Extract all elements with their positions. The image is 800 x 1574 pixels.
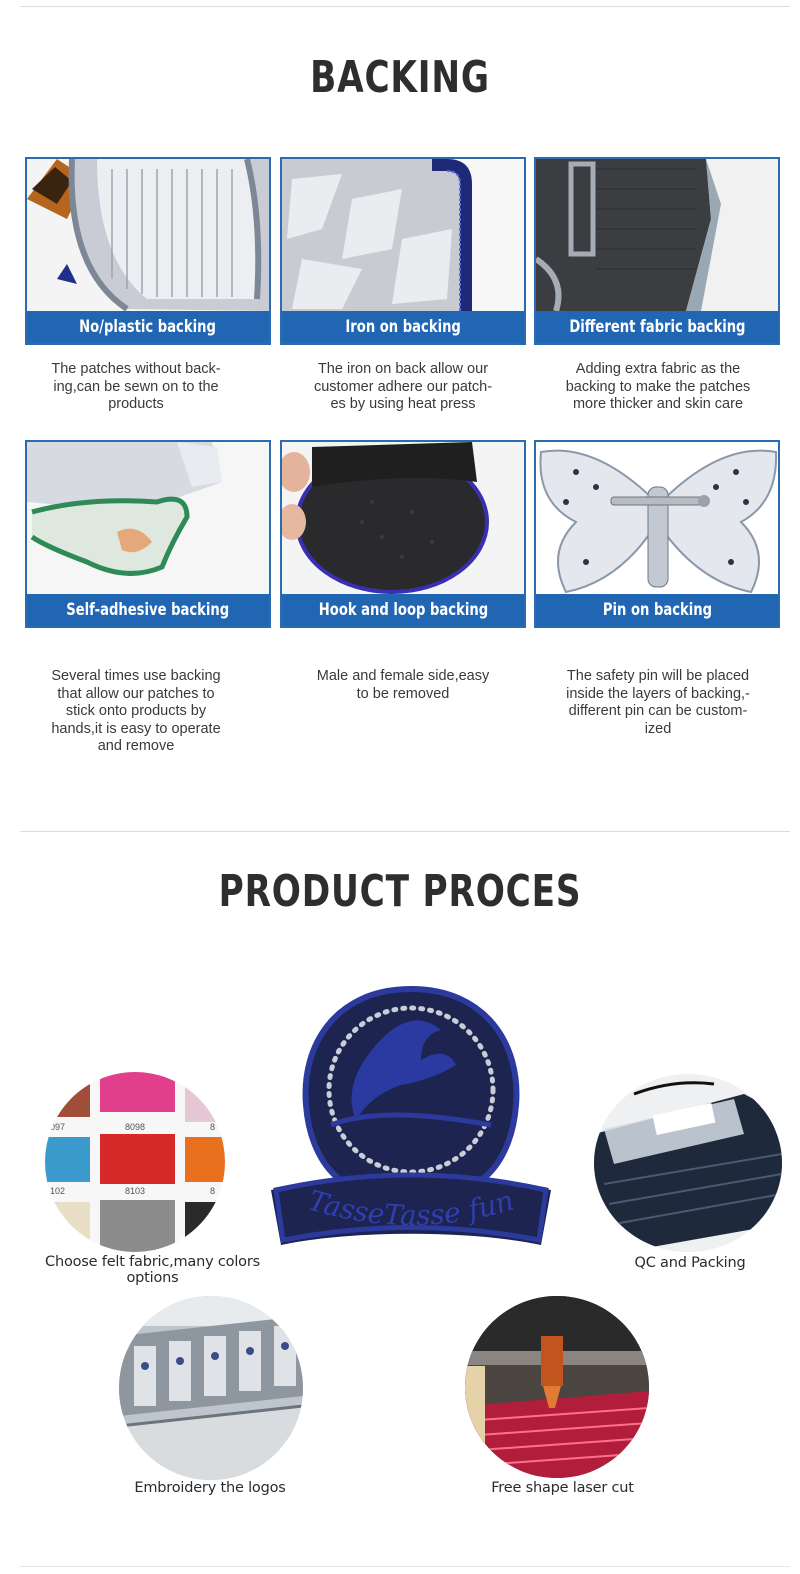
card-label: Self-adhesive backing [27,594,269,626]
iron-on-backing-photo [282,159,524,311]
card-label: Hook and loop backing [282,594,524,626]
patch-center-image [271,985,551,1270]
process-title: PRODUCT PROCES [218,866,582,917]
felt-code: 8098 [125,1122,146,1132]
card-pin-on-backing [534,440,780,628]
card-label: No/plastic backing [27,311,269,343]
card-iron-on-backing [280,157,526,345]
patch-text: TasseTasse fun [304,1183,518,1233]
felt-code: 102 [50,1186,66,1196]
step-caption-qc: QC and Packing [634,1255,746,1271]
pin-on-backing-photo [536,442,778,594]
card-label: Pin on backing [536,594,778,626]
step-caption-felt: Choose felt fabric,many colors options [45,1254,260,1286]
card-no-plastic-backing [25,157,271,345]
self-adhesive-backing-photo [27,442,269,594]
top-divider [20,6,790,7]
card-hook-and-loop-backing [280,440,526,628]
step-caption-laser: Free shape laser cut [491,1480,634,1496]
backing-title: BACKING [310,52,490,103]
embroidery-machine-photo [119,1296,303,1480]
laser-cut-photo [465,1296,649,1478]
card-description: The iron on back allow our customer adhere our patch- es by using heat press [313,361,493,412]
card-description: The patches without back- ing,can be sewn on to the products [51,361,221,412]
hook-and-loop-backing-photo [282,442,524,594]
card-label: Different fabric backing [536,311,778,343]
qc-packing-photo [594,1074,782,1252]
section-divider [20,831,790,832]
card-description: Male and female side,easy to be removed [316,668,490,702]
card-self-adhesive-backing [25,440,271,628]
felt-fabric-photo [45,1072,225,1252]
card-description: Adding extra fabric as the backing to make the patches more thicker and skin care [565,361,751,412]
felt-code: 8103 [125,1186,146,1196]
felt-code: 8 [210,1186,216,1196]
felt-code: 8 [210,1122,216,1132]
different-fabric-backing-photo [536,159,778,311]
step-caption-embroidery: Embroidery the logos [134,1480,286,1496]
bottom-divider [20,1566,790,1567]
card-description: The safety pin will be placed inside the layers of backing,- different pin can be custom- ized [566,668,750,737]
card-label: Iron on backing [282,311,524,343]
card-different-fabric-backing [534,157,780,345]
no-plastic-backing-photo [27,159,269,311]
card-description: Several times use backing that allow our patches to stick onto products by hands,it is easy to operate and remove [51,668,221,754]
felt-code: 097 [50,1122,66,1132]
